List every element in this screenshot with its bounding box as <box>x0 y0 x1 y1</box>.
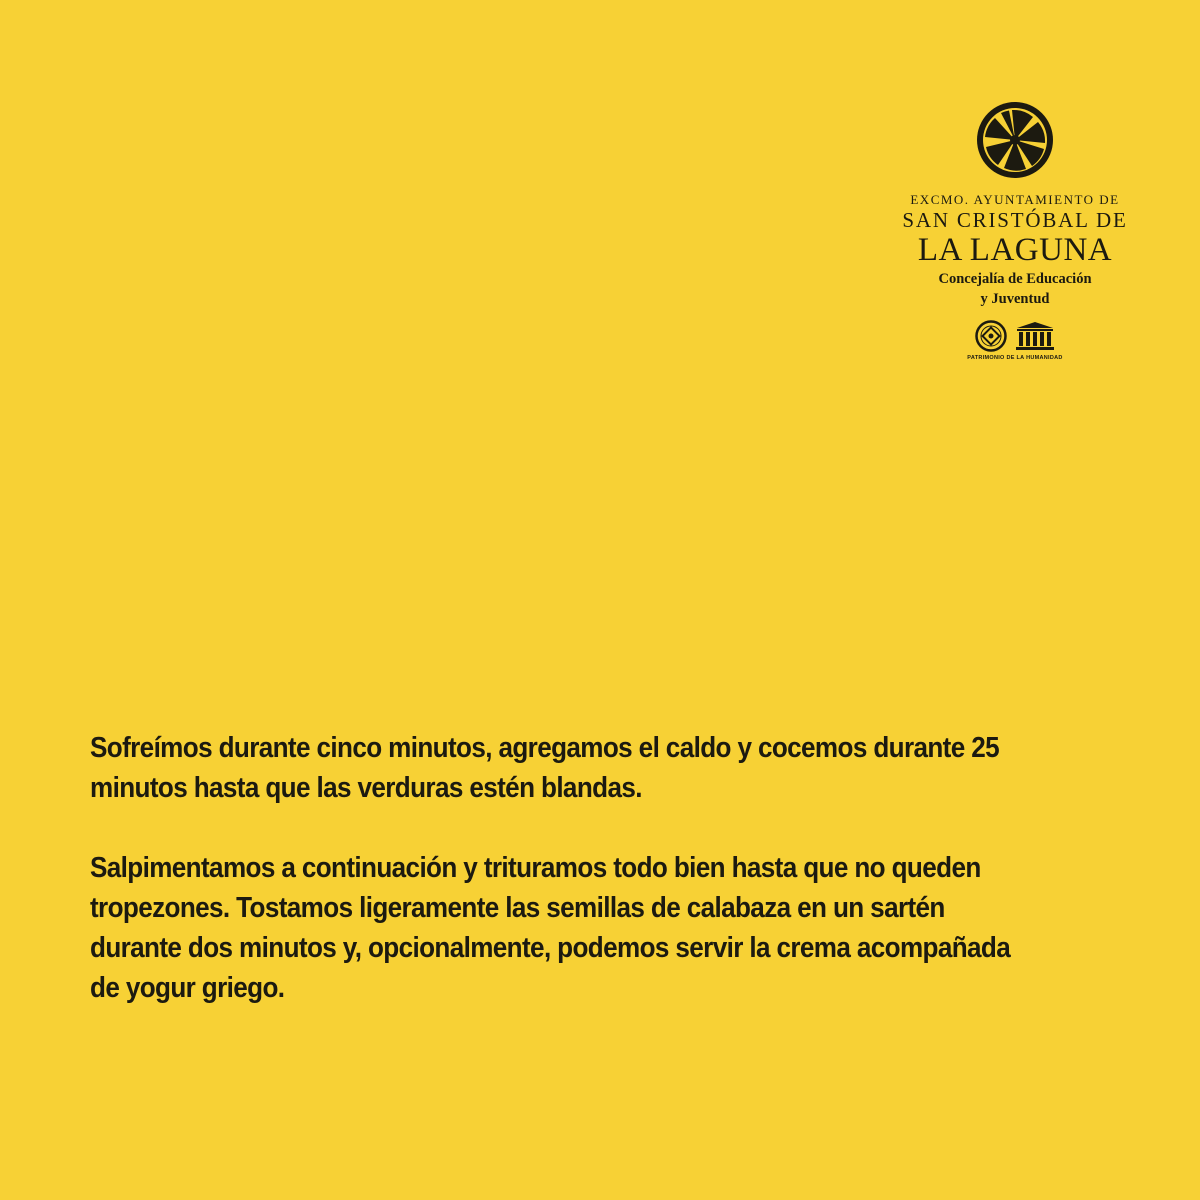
heritage-icons <box>975 320 1055 352</box>
heritage-label: PATRIMONIO DE LA HUMANIDAD <box>967 355 1063 361</box>
recipe-text <box>90 728 1026 1008</box>
org-name-line1: EXCMO. AYUNTAMIENTO DE <box>910 192 1120 207</box>
wheel-icon <box>975 100 1055 180</box>
recipe-paragraph-1: Sofreímos durante cinco minutos, agregamos el caldo y cocemos durante 25 minutos hasta que las verduras estén blandas. <box>90 732 1000 804</box>
world-heritage-emblem-icon <box>975 320 1007 352</box>
department-line1: Concejalía de Educación <box>938 271 1092 287</box>
heritage-badge <box>967 320 1062 361</box>
department-line2: y Juventud <box>980 291 1050 307</box>
org-name-line2: SAN CRISTÓBAL DE <box>902 208 1128 232</box>
recipe-paragraph-2: Salpimentamos a continuación y trituramos todo bien hasta que no queden tropezones. Tostamos ligeramente las semillas de calabaza en un sartén durante dos minutos y, opcionalmente, podemos servir la crema acompañada de yogur griego. <box>90 852 1011 1004</box>
org-name-line3: LA LAGUNA <box>917 232 1113 268</box>
unesco-temple-icon <box>1015 321 1055 351</box>
municipal-logo <box>900 100 1130 361</box>
